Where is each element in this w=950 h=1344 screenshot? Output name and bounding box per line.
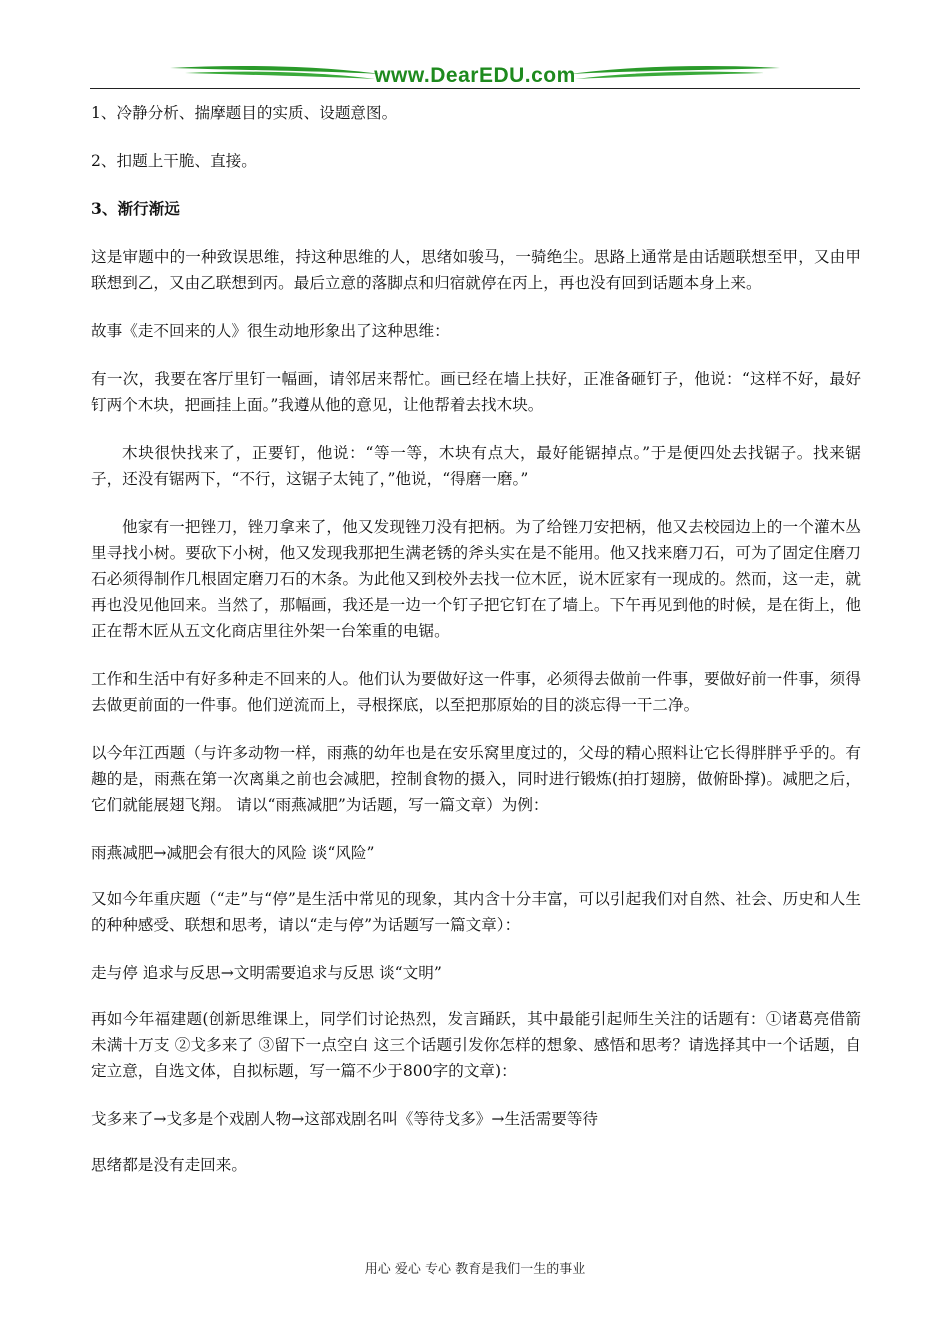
paragraph-chongqing: 又如今年重庆题（“走”与“停”是生活中常见的现象，其内含十分丰富，可以引起我们对自然、社会、历史和人生的种种感受、联想和思考，请以“走与停”为话题写一篇文章）： <box>91 890 861 934</box>
paragraph-commentary: 工作和生活中有好多种走不回来的人。他们认为要做好这一件事，必须得去做前一件事，要做好前一件事，须得去做更前面的一件事。他们逆流而上，寻根探底，以至把那原始的目的淡忘得一干二净。 <box>91 670 861 714</box>
section-heading: 3、渐行渐远 <box>91 199 180 218</box>
chain-fujian: 戈多来了→戈多是个戏剧人物→这部戏剧名叫《等待戈多》→生活需要等待 <box>91 1110 599 1128</box>
page-footer: 用心 爱心 专心 教育是我们一生的事业 <box>364 1262 586 1277</box>
chain-chongqing: 走与停 追求与反思→文明需要追求与反思 谈“文明” <box>91 964 442 982</box>
paragraph-jiangxi: 以今年江西题（与许多动物一样，雨燕的幼年也是在安乐窝里度过的，父母的精心照料让它长得胖胖乎乎的。有趣的是，雨燕在第一次离巢之前也会减肥，控制食物的摄入，同时进行锻炼(拍打翅膀，做俯卧撑)。减肥之后，它们就能展翅飞翔。 请以“雨燕减肥”为话题，写一篇文章）为例： <box>91 744 861 814</box>
paragraph-story-2: 木块很快找来了，正要钉，他说：“等一等，木块有点大，最好能锯掉点。”于是便四处去找锯子。找来锯子，还没有锯两下，“不行，这锯子太钝了，”他说，“得磨一磨。” <box>91 444 861 488</box>
point-2: 2、扣题上干脆、直接。 <box>91 152 257 170</box>
paragraph-story-3: 他家有一把锉刀，锉刀拿来了，他又发现锉刀没有把柄。为了给锉刀安把柄，他又去校园边上的一个灌木丛里寻找小树。要砍下小树，他又发现我那把生满老锈的斧头实在是不能用。他又找来磨刀石，可为了固定住磨刀石必须得制作几根固定磨刀石的木条。为此他又到校外去找一位木匠，说木匠家有一现成的。然而，这一走，就再也没见他回来。当然了，那幅画，我还是一边一个钉子把它钉在了墙上。下午再见到他的时候，是在街上，他正在帮木匠从五文化商店里往外架一台笨重的电锯。 <box>91 518 861 640</box>
site-name: www.DearEDU.com <box>374 64 576 87</box>
paragraph-intro: 这是审题中的一种致误思维，持这种思维的人，思绪如骏马，一骑绝尘。思路上通常是由话题联想至甲，又由甲联想到乙，又由乙联想到丙。最后立意的落脚点和归宿就停在丙上，再也没有回到话题本身上来。 <box>91 248 861 292</box>
header-divider <box>90 88 860 89</box>
document-body <box>91 100 861 1200</box>
point-1: 1、冷静分析、揣摩题目的实质、设题意图。 <box>91 104 398 122</box>
paragraph-conclusion: 思绪都是没有走回来。 <box>91 1156 247 1174</box>
paragraph-story-1: 有一次，我要在客厅里钉一幅画，请邻居来帮忙。画已经在墙上扶好，正准备砸钉子，他说：“这样不好，最好钉两个木块，把画挂上面。”我遵从他的意见，让他帮着去找木块。 <box>91 370 861 414</box>
paragraph-fujian: 再如今年福建题(创新思维课上，同学们讨论热烈，发言踊跃，其中最能引起师生关注的话题有：①诸葛亮借箭未满十万支 ②戈多来了 ③留下一点空白 这三个话题引发你怎样的想象、感悟和思考？请选择其中一个话题，自定立意，自选文体，自拟标题，写一篇不少于800字的文章)： <box>91 1010 861 1080</box>
paragraph-story-intro: 故事《走不回来的人》很生动地形象出了这种思维： <box>91 322 450 340</box>
chain-jiangxi: 雨燕减肥→减肥会有很大的风险 谈“风险” <box>91 844 375 862</box>
